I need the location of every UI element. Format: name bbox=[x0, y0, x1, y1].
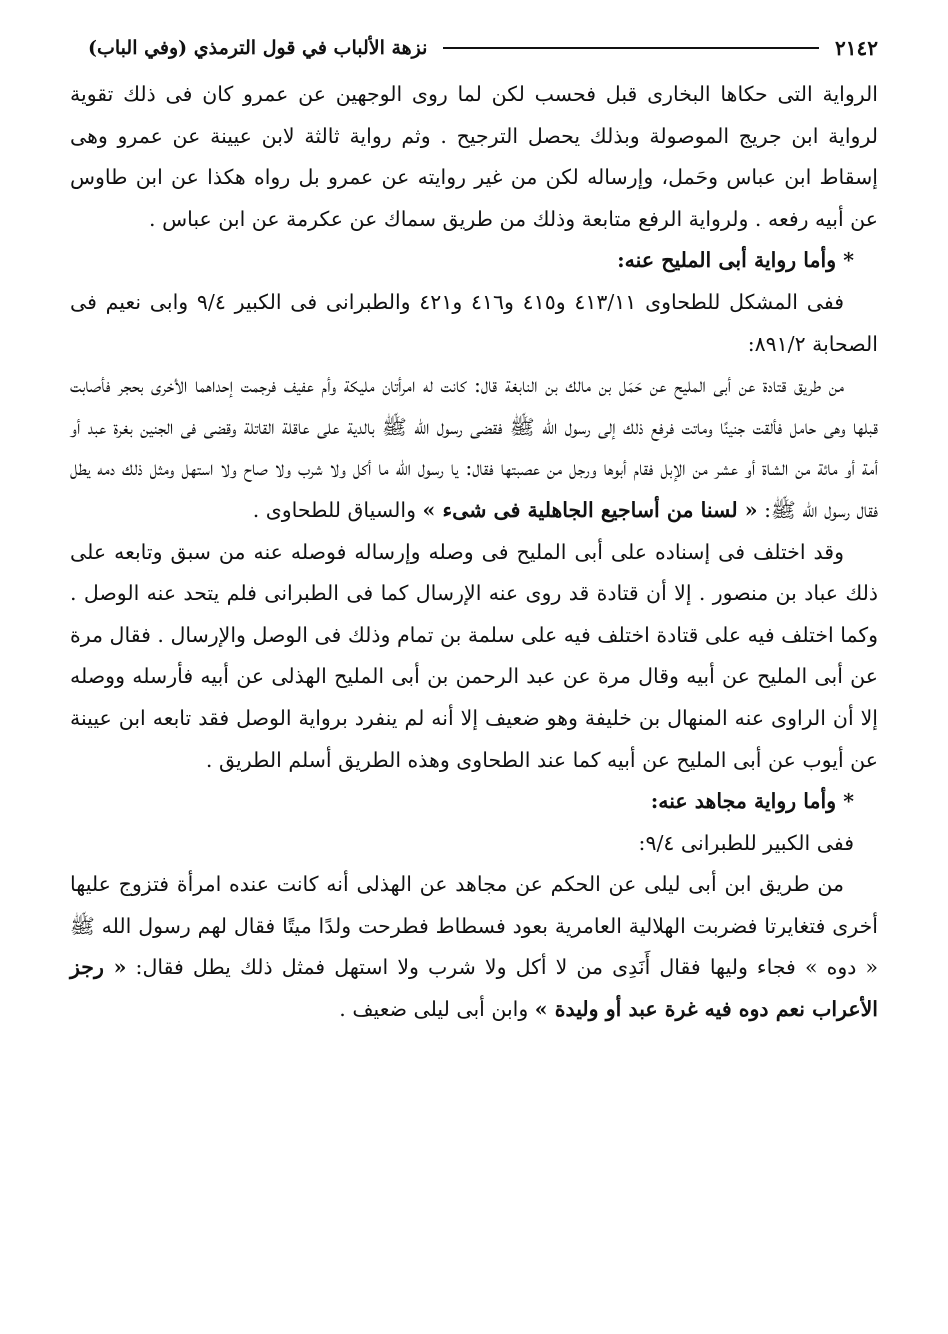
hadith-paragraph-hamal bbox=[70, 365, 878, 531]
running-header bbox=[70, 28, 878, 68]
book-page bbox=[70, 28, 878, 1308]
source-line-kabir: ففى الكبير للطبرانى ٩/٤: bbox=[638, 830, 854, 855]
paragraph-continuation: الرواية التى حكاها البخارى قبل فحسب لكن لما روى الوجهين عن عمرو كان فى ذلك تقوية لرواية ابن جريج الموصولة وبذلك يحصل الترجيح . وثم رواية ثالثة لابن عيينة عن عمرو وهى إسقاط ابن عباس وحَمل، وإرساله لكن من غير روايته عن عمرو بل رواه هكذا عن ابن طاوس عن أبيه رفعه . ولرواية الرفع متابعة وذلك من طريق سماك عن عكرمة عن ابن عباس . bbox=[70, 82, 878, 231]
star-bullet-icon: * bbox=[843, 789, 854, 814]
hadith-paragraph-hudhali bbox=[70, 864, 878, 1030]
hadith-text: من طريق ابن أبى ليلى عن الحكم عن مجاهد عن الهذلى أنه كانت عنده امرأة فتزوج عليها أخرى فتغايرتا فضربت الهلالية العامرية بعود فسطاط فطرحت ولدًا ميتًا فقال لهم رسول الله ﷺ « دوه » فجاء وليها فقال أَنَدِى من لا أكل ولا شرب ولا استهل فمثل ذلك يطل فقال: bbox=[70, 872, 878, 980]
header-rule bbox=[443, 47, 819, 49]
section-heading-text: وأما رواية مجاهد عنه: bbox=[650, 789, 837, 814]
section-heading-text: وأما رواية أبى المليح عنه: bbox=[617, 248, 837, 273]
hadith-tail: وابن أبى ليلى ضعيف . bbox=[339, 997, 529, 1022]
book-title: نزهة الألباب في قول الترمذي (وفي الباب) bbox=[88, 37, 428, 59]
section-heading-mujahid bbox=[70, 781, 878, 823]
sources-paragraph: ففى المشكل للطحاوى ٤١٣/١١ و٤١٥ و٤١٦ و٤٢١ والطبرانى فى الكبير ٩/٤ وابى نعيم فى الصحابة ٨٩١/٢: bbox=[70, 289, 878, 356]
page-body bbox=[70, 74, 878, 1031]
hadith-quote: « لسنا من أساجيع الجاهلية فى شىء » bbox=[422, 497, 758, 522]
hadith-tail: والسياق للطحاوى . bbox=[252, 497, 416, 522]
hadith-text: من طريق قتادة عن أبى المليح عن حَمَل بن مالك بن النابغة قال: كانت له امرأتان مليكة وأم عفيف فرجمت إحداهما الأخرى بحجر فأصابت قبلها وهى حامل فألقت جنينًا وماتت فرفع ذلك إلى رسول الله ﷺ فقضى رسول الله ﷺ بالدية على عاقلة القاتلة وقضى فى الجنين بغرة عبد أو أمة أو مائة من الشاة أو عشر من الإبل فقام أبوها ورجل من عصبتها فقال: يا رسول الله ما أكل ولا شرب ولا صاح ولا استهل ومثل ذلك دمه يطل فقال رسول الله ﷺ: bbox=[70, 373, 878, 522]
hadith-quote: « رجز الأعراب نعم دوه فيه غرة عبد أو وليدة » bbox=[70, 955, 878, 1022]
section-heading-abu-al-malih bbox=[70, 240, 878, 282]
star-bullet-icon: * bbox=[843, 248, 854, 273]
isnad-discussion-paragraph: وقد اختلف فى إسناده على أبى المليح فى وصله وإرساله فوصله عنه من سبق وتابعه على ذلك عباد بن منصور . إلا أن قتادة قد روى عنه الإرسال كما فى الطبرانى فلم يتحد عنه الوصل . وكما اختلف فيه على قتادة اختلف فيه على سلمة بن تمام وذلك فى الوصل والإرسال . فقال مرة عن أبى المليح عن أبيه وقال مرة عن عبد الرحمن بن أبى المليح الهذلى عن أبيه فأرسله ووصله إلا أن الراوى عنه المنهال بن خليفة وهو ضعيف إلا أنه لم ينفرد برواية الوصل فقد تابعه ابن عيينة عن أيوب عن أبى المليح عن أبيه كما عند الطحاوى وهذه الطريق أسلم الطريق . bbox=[70, 539, 878, 772]
page-number: ٢١٤٢ bbox=[835, 36, 878, 60]
